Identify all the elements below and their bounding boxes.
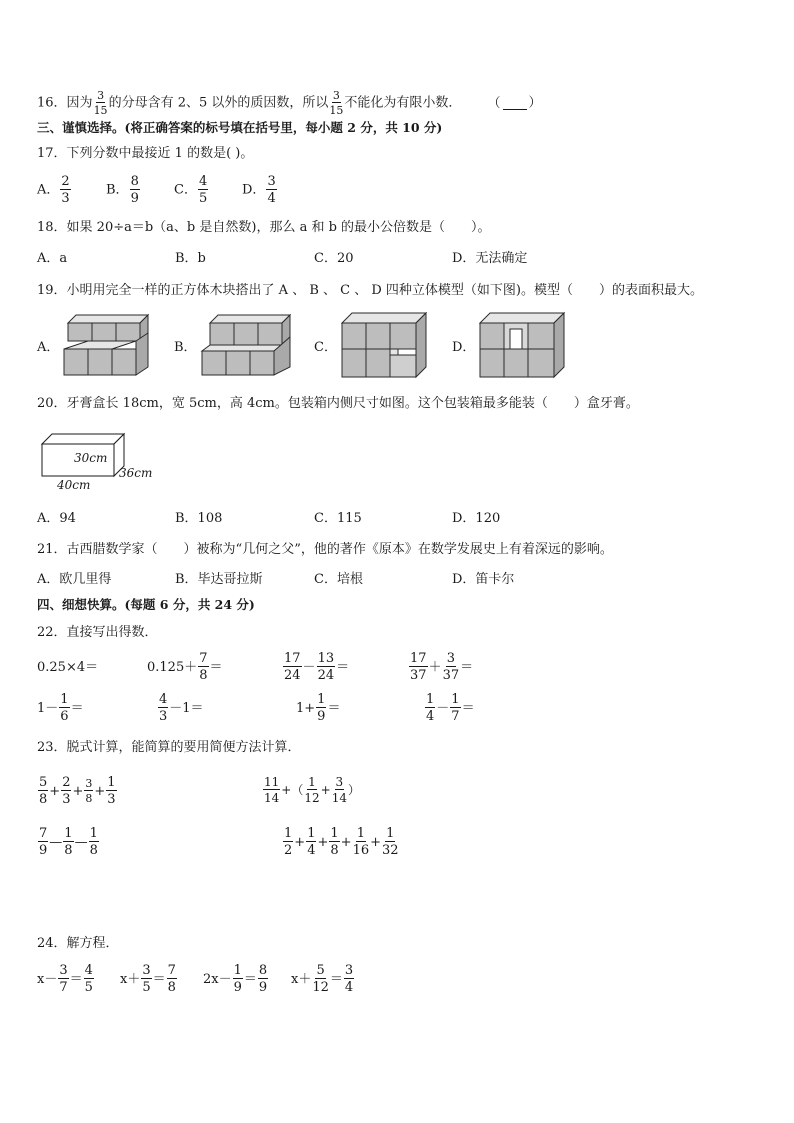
cube-model-a — [62, 313, 152, 379]
question-20: 20．牙膏盒长 18cm，宽 5cm，高 4cm。包装箱内侧尺寸如图。这个包装箱最多能装（ ）盒牙膏。 — [37, 396, 639, 411]
calc-item: $\frac{17}{24}$ － $\frac{13}{24}$ ＝ — [284, 651, 350, 683]
section-4-heading: 四、细想快算。(每题 6 分，共 24 分) — [37, 597, 255, 612]
q17-option-c[interactable]: C． $\frac{4}{5}$ — [174, 174, 208, 206]
equation-4: x＋ $\frac{5}{12}$ ＝ $\frac{3}{4}$ — [291, 963, 354, 995]
answer-blank[interactable] — [503, 97, 527, 110]
q18-option-c[interactable]: C．20 — [314, 251, 354, 266]
equation-3: 2x－ $\frac{1}{9}$ ＝ $\frac{8}{9}$ — [203, 963, 268, 995]
q18-option-b[interactable]: B．b — [175, 251, 206, 266]
section-3-heading: 三、谨慎选择。(将正确答案的标号填在括号里，每小题 2 分，共 10 分) — [37, 120, 443, 135]
q17-option-d[interactable]: D． $\frac{3}{4}$ — [242, 174, 276, 206]
q18-option-d[interactable]: D．无法确定 — [452, 251, 528, 266]
cube-model-b — [200, 313, 292, 379]
box-dim-length: 40cm — [57, 478, 91, 492]
q19-option-d[interactable]: D． — [452, 340, 476, 355]
q20-option-c[interactable]: C．115 — [314, 511, 362, 526]
expression-3: $\frac{7}{9}$ — $\frac{1}{8}$ — $\frac{1}{8}$ — [39, 826, 98, 858]
equation-2: x＋ $\frac{3}{5}$ ＝ $\frac{7}{8}$ — [120, 963, 176, 995]
q16-number: 16． — [37, 95, 67, 111]
calc-item: 1－ $\frac{1}{6}$ ＝ — [37, 692, 84, 724]
q20-option-b[interactable]: B．108 — [175, 511, 223, 526]
question-16: 16．因为 $\frac{3}{15}$ 的分母含有 2、5 以外的质因数，所以 $\frac{3}{15}$ 不能化为有限小数． （ ） — [37, 89, 542, 117]
calc-item: 1+ $\frac{1}{9}$ ＝ — [296, 692, 341, 724]
question-18: 18．如果 20÷a＝b（a、b 是自然数)，那么 a 和 b 的最小公倍数是（ ）。 — [37, 220, 491, 235]
question-23: 23．脱式计算，能简算的要用简便方法计算． — [37, 740, 301, 755]
q21-option-a[interactable]: A．欧几里得 — [37, 572, 112, 587]
expression-4: $\frac{1}{2}$ + $\frac{1}{4}$ + $\frac{1}{8}$ + $\frac{1}{16}$ + $\frac{1}{32}$ — [284, 826, 399, 858]
q21-option-b[interactable]: B．毕达哥拉斯 — [175, 572, 263, 587]
calc-item: 0.25×4＝ — [37, 660, 99, 675]
q21-option-d[interactable]: D．笛卡尔 — [452, 572, 515, 587]
q19-option-b[interactable]: B． — [174, 340, 197, 355]
expression-1: $\frac{5}{8}$ + $\frac{2}{3}$ + $\frac{3}{8}$ + $\frac{1}{3}$ — [39, 775, 116, 807]
q20-option-d[interactable]: D．120 — [452, 511, 501, 526]
fraction: $\frac{3}{15}$ — [329, 89, 344, 117]
cube-model-d — [476, 311, 568, 381]
calc-item: 0.125＋ $\frac{7}{8}$ ＝ — [147, 651, 223, 683]
q20-option-a[interactable]: A．94 — [37, 511, 76, 526]
calc-item: $\frac{17}{37}$ ＋ $\frac{3}{37}$ ＝ — [410, 651, 474, 683]
q17-option-a[interactable]: A． $\frac{2}{3}$ — [37, 174, 70, 206]
question-17: 17．下列分数中最接近 1 的数是( )。 — [37, 146, 254, 161]
box-dim-width: 36cm — [119, 466, 153, 480]
question-24: 24．解方程． — [37, 936, 119, 951]
q19-option-c[interactable]: C． — [314, 340, 337, 355]
q18-option-a[interactable]: A．a — [37, 251, 68, 266]
expression-2: $\frac{11}{14}$ +（ $\frac{1}{12}$ + $\frac{3}{14}$ ） — [264, 775, 360, 805]
q21-option-c[interactable]: C．培根 — [314, 572, 363, 587]
q19-option-a[interactable]: A． — [37, 340, 60, 355]
calc-item: $\frac{4}{3}$ －1＝ — [159, 692, 204, 724]
q17-option-b[interactable]: B． $\frac{8}{9}$ — [106, 174, 139, 206]
calc-item: $\frac{1}{4}$ － $\frac{1}{7}$ ＝ — [426, 692, 475, 724]
question-19: 19．小明用完全一样的正方体木块搭出了 A 、 B 、 C 、 D 四种立体模型（如下图)。模型（ ）的表面积最大。 — [37, 283, 703, 298]
equation-1: x－ $\frac{3}{7}$ ＝ $\frac{4}{5}$ — [37, 963, 93, 995]
box-dim-height: 30cm — [74, 451, 108, 465]
fraction: $\frac{3}{15}$ — [93, 89, 108, 117]
question-21: 21．古西腊数学家（ ）被称为“几何之父”，他的著作《原本》在数学发展史上有着深远的影响。 — [37, 542, 613, 557]
cube-model-c — [338, 311, 430, 381]
question-22: 22．直接写出得数． — [37, 625, 158, 640]
